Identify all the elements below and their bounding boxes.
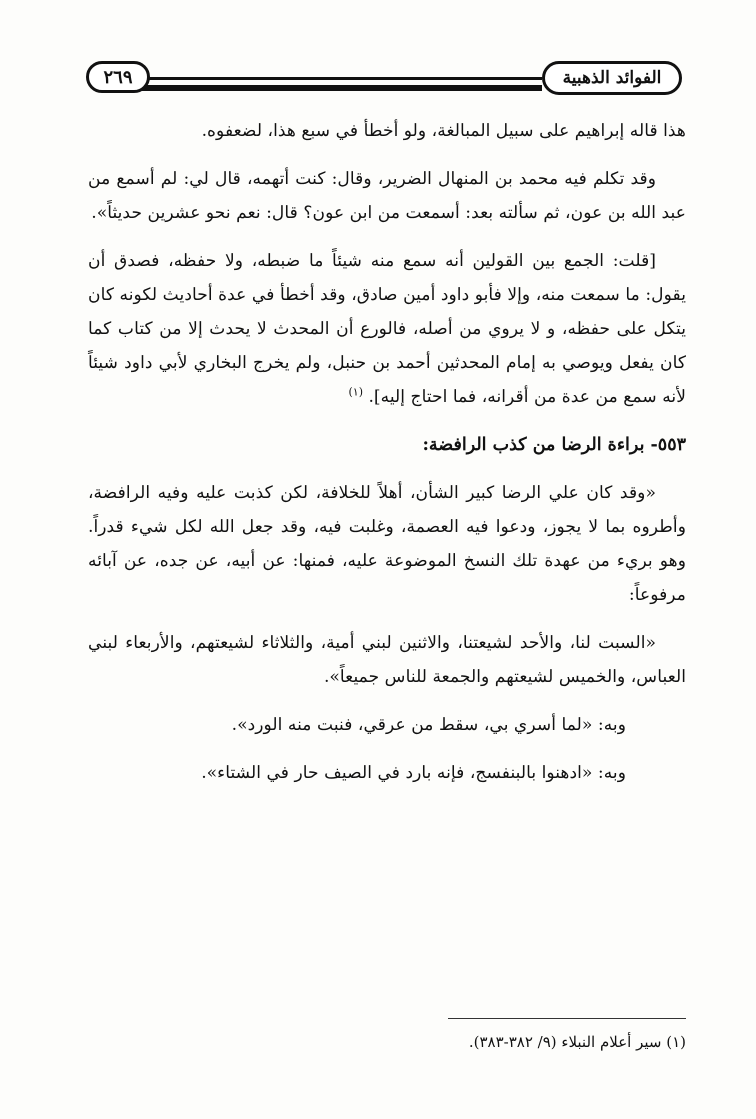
header-rule-thin — [138, 77, 542, 80]
main-text — [88, 114, 686, 804]
footnote-divider — [448, 1018, 686, 1019]
paragraph: وبه: «لما أسري بي، سقط من عرقي، فنبت منه الورد». — [231, 715, 626, 735]
header-rule-thick — [138, 85, 542, 91]
paragraph: وبه: «ادهنوا بالبنفسج، فإنه بارد في الصيف حار في الشتاء». — [201, 763, 626, 783]
running-title: الفوائد الذهبية — [562, 68, 662, 88]
running-title-frame — [542, 61, 682, 95]
paragraph: «وقد كان علي الرضا كبير الشأن، أهلاً للخلافة، لكن كذبت عليه وفيه الرافضة، وأطروه بما لا يجوز، ودعوا فيه العصمة، وغلبت فيه، وقد جعل الله لكل شيء قدراً. وهو بريء من عهدة تلك النسخ الموضوعة عليه، فمنها: عن أبيه، عن جده، عن آبائه مرفوعاً: — [88, 483, 686, 605]
footnote-reference: (١) — [348, 385, 363, 399]
running-header — [86, 58, 682, 104]
page-number: ٢٦٩ — [103, 66, 133, 88]
paragraph-text: [قلت: الجمع بين القولين أنه سمع منه شيئاً ما ضبطه، ولا حفظه، فصدق أن يقول: ما سمعت منه، وإلا فأبو داود أمين صادق، وقد أخطأ في عدة أحاديث لكونه كان يتكل على حفظه، و لا يروي من أصله، فالورع أن المحدث لا يحدث إلا من كتاب كما كان يفعل ويوصي به إمام المحدثين أحمد بن حنبل، ولم يخرج البخاري لأبي داود شيئاً لأنه سمع من عدة من أقرانه، فما احتاج إليه]. — [88, 251, 686, 407]
footnote: (١) سير أعلام النبلاء (٩/ ٣٨٢-٣٨٣). — [468, 1033, 686, 1051]
paragraph: هذا قاله إبراهيم على سبيل المبالغة، ولو أخطأ في سبع هذا، لضعفوه. — [201, 121, 686, 141]
paragraph: «السبت لنا، والأحد لشيعتنا، والاثنين لبني أمية، والثلاثاء لشيعتهم، والأربعاء لبني العباس، والخميس لشيعتهم والجمعة للناس جميعاً». — [88, 633, 686, 687]
section-heading: ٥٥٣- براءة الرضا من كذب الرافضة: — [422, 435, 686, 455]
paragraph: وقد تكلم فيه محمد بن المنهال الضرير، وقال: كنت أتهمه، قال لي: لم أسمع من عبد الله بن عون، ثم سألته بعد: أسمعت من ابن عون؟ قال: نعم نحو عشرين حديثاً». — [88, 169, 686, 223]
paragraph — [88, 244, 686, 414]
page-number-frame — [86, 61, 150, 93]
